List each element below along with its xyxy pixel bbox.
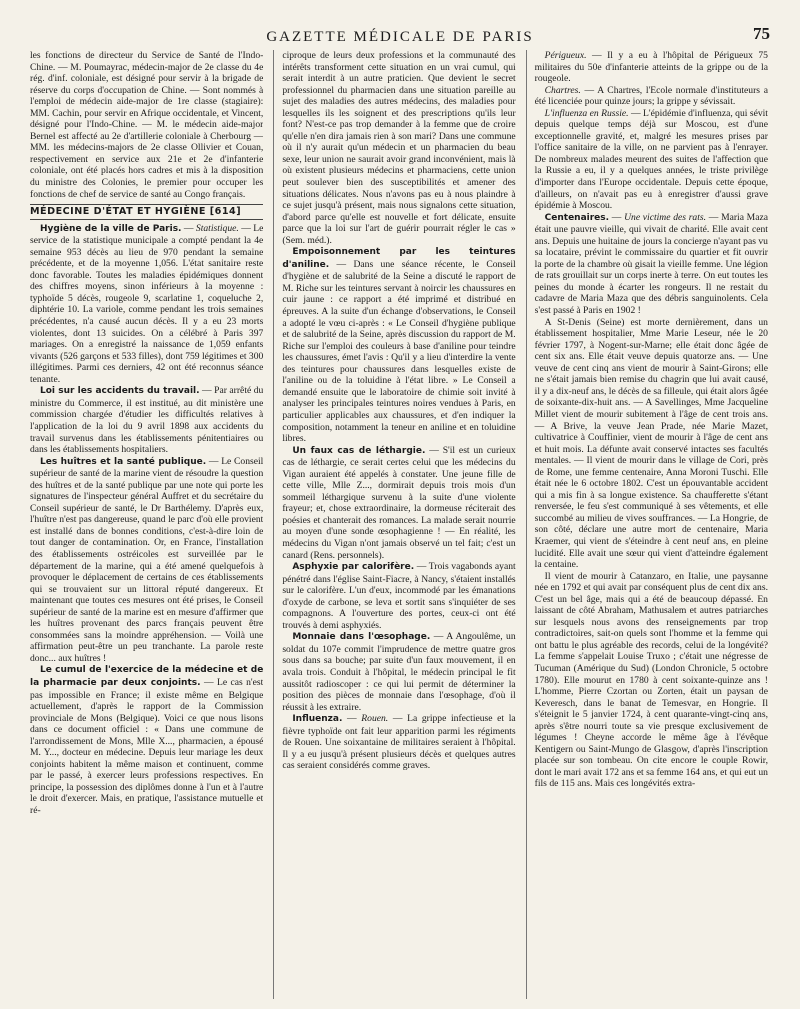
page-number: 75 [753, 24, 770, 43]
article-heading: Centenaires. [544, 212, 610, 223]
article-heading: Influenza. [292, 714, 343, 725]
article-paragraph: Loi sur les accidents du travail. — Par arrêté du ministre du Commerce, il est institué, au dit ministère une commission chargée d'étudier les difficultés relatives à l'application de la loi du 9 avril 1898 aux accidents du travail survenus dans les établissements pénitentiaires ou dans les établissements hospitaliers. [30, 385, 264, 456]
article-text: La grippe infectieuse et la fièvre typhoïde ont fait leur apparition parmi les régiments de Rouen. Une soixantaine de militaires seraient à l'hôpital. Il y a eu jusqu'à présent plusieurs décès et quelques autres cas seraient considérés comme graves. [282, 713, 516, 772]
page-header [30, 26, 770, 44]
article-columns [30, 50, 768, 999]
section-heading: MÉDECINE D'ÉTAT ET HYGIÈNE [614] [30, 204, 263, 220]
article-paragraph [30, 50, 263, 200]
article-heading: Asphyxie par calorifère. [292, 562, 415, 573]
article-paragraph: Influenza. — Rouen. — La grippe infectieuse et la fièvre typhoïde ont fait leur apparition parmi les régiments de Rouen. Une soixantaine de militaires seraient à l'hôpital. Il y a eu jusqu'à présent plusieurs décès et quelques autres cas seraient considérés comme graves. [282, 713, 516, 772]
journal-title: GAZETTE MÉDICALE DE PARIS [266, 29, 534, 45]
article-text: les fonctions de directeur du Service de Santé de l'Indo-Chine. — M. Poumayrac, médecin-major de 2e classe du 4e rég. d'inf. coloniale, est désigné pour servir à la brigade de réserve du corps d'occupation de Chine. — Sont nommés à l'emploi de médecin aide-major de 1re classe (stagiaire): MM. Cachin, pour servir en Afrique occidentale, et Vincent, désigné pour l'Indo-Chine. — M. le médecin aide-major Bernel est affecté au 2e d'artillerie coloniale à Cherbourg — MM. les médecins-majors de 2e classe Ollivier et Couan, respectivement en service aux 21e et 2e d'infanterie coloniale, ont été placés hors cadres et mis à la disposition du ministre des Colonies, le premier pour occuper les fonctions de chef de service de santé au Congo français. [30, 50, 264, 200]
column-right [526, 50, 768, 999]
article-subheading: L'influenza en Russie. [544, 107, 629, 119]
article-paragraph: Chartres. — A Chartres, l'Ecole normale d'instituteurs a été licenciée pour quinze jours; la grippe y sévissait. [534, 84, 768, 108]
article-text: A Angoulême, un soldat du 107e commit l'imprudence de mettre quatre gros sous dans sa bouche; par suite d'un faux mouvement, il en avala trois. Conduit à l'hôpital, le médecin principal le fit aussitôt radioscoper : ce qui lui permit de déterminer la position des pièces de monnaie dans l'œsophage, d'où il réussit à les extraire. [282, 631, 516, 713]
article-text: A Chartres, l'Ecole normale d'instituteurs a été licenciée pour quinze jours; la grippe y sévissait. [534, 84, 768, 108]
article-heading: Les huîtres et la santé publique. [40, 456, 207, 467]
article-text: A St-Denis (Seine) est morte dernièrement, dans un établissement hospitalier, Mme Marie Leseur, née le 20 février 1797, à Nogent-sur-Marne; elle était donc âgée de cent six ans. Elle était veuve depuis quatorze ans. — Une veuve de cent cinq ans vient de mourir à Saint-Girons; elle ne s'était jamais bien remise du chagrin que lui avait causé, il y a dix-neuf ans, le décès de sa filleule, qui était alors âgée de soixante-dix-huit ans. — A Savellinges, Mme Jacqueline Millet vient de mourir subitement à l'âge de cent trois ans. — A Brive, la veuve Jean Prade, née Marie Mazet, cultivatrice à Couffinier, vient de mourir à l'âge de cent ans et huit mois. La défunte avait conservé intactes ses facultés mentales. — Il vient de mourir dans le village de Cori, près de Rome, une femme centenaire, Anna Moroni Tuschi. Elle était née le 6 octobre 1802. C'est un épouvantable accident qui a mis fin à sa longue existence. Sa chaufferette s'étant renversée, le feu s'est communiqué à ses vêtements, et elle succombé au milieu de vives souffrances. — La Hongrie, de son côté, déclare une autre mort de centenaire, Maria Kraemer, qui vient de s'éteindre à cent neuf ans, en pleine lucidité. Elle avait une sœur qui vient d'atteindre également la centaine. [534, 316, 768, 571]
article-paragraph [535, 317, 768, 571]
article-subheading: Rouen. [361, 713, 389, 725]
article-paragraph: Périgueux. — Il y a eu à l'hôpital de Périgueux 75 militaires du 50e d'infanterie atteints de la grippe ou de la rougeole. [534, 50, 768, 85]
article-text: Maria Maza était une pauvre vieille, qui vivait de charité. Elle avait cent ans. Depuis une huitaine de jours la concierge n'ayant pas vu sa locataire, prévint le commissaire du quartier et fit ouvrir la porte de la chambre où gisait la vieille femme. Une légion de rats grouillait sur un corps inerte à terre. On eut toutes les peines du monde à écarter les rongeurs. Il ne restait du cadavre de Maria Maza que des débris sanguinolents. Cela s'est passé à Paris en 1902 ! [534, 211, 768, 317]
article-text: Trois vagabonds ayant pénétré dans l'église Saint-Fiacre, à Nancy, s'étaient installés sur le calorifère. L'un d'eux, incommodé par les émanations d'oxyde de carbone, se leva et sortit sans s'inquiéter de ses compagnons. A l'ouverture des portes, ceux-ci ont été trouvés à demi asphyxiés. [282, 561, 516, 631]
article-paragraph: Le cumul de l'exercice de la médecine et de la pharmacie par deux conjoints. — Le cas n'est pas impossible en France; il existe même en Belgique actuellement, d'après le rapport de la Commission provinciale de Mons (Belgique). Voici ce que nous lisons dans ce document officiel : « Dans une commune de l'arrondissement de Mons, Mlle X..., pharmacien, a épousé M. Y..., docteur en médecine. Depuis leur mariage les deux conjoints habitent la même maison et continuent, comme par le passé, à exercer leurs professions respectives. En principe, la possession des diplômes donne à l'un et à l'autre le droit d'exercer. Mais, en pratique, l'assistance mutuelle et ré- [30, 665, 264, 816]
article-heading: Loi sur les accidents du travail. [40, 386, 200, 397]
article-heading: Monnaie dans l'œsophage. [292, 632, 431, 643]
article-paragraph: Empoisonnement par les teintures d'aniline. — Dans une séance récente, le Conseil d'hygiène et de salubrité de la Seine a discuté le rapport de M. Riche sur les teintures servant à noircir les chaussures en cuir jaune : ce rapport a été imprimé et distribué en épreuves. A la suite d'un échange d'observations, le Conseil a adopté le vœu ci-après : « Le Conseil d'hygiène publique et de salubrité de la Seine, après discussion du rapport de M. Riche sur l'emploi des couleurs à base d'aniline pour teindre les chaussures, émet l'avis : Qu'il y a lieu d'interdire la vente des teintures pour chaussures dans lesquelles existe de l'aniline ou de la toluidine à l'état libre. » Le Conseil a demandé ensuite que le laboratoire de chimie soit invité à analyser les principales teintures noires vendues à Paris, en particulier applicables aux chaussures, et d'en indiquer la composition, notamment la teneur en aniline et en toluidine libres. [282, 247, 516, 445]
article-paragraph: L'influenza en Russie. — L'épidémie d'influenza, qui sévit depuis quelque temps déjà sur Moscou, est d'une exceptionnelle gravité, et, malgré les mesures prises par l'office sanitaire de la ville, on ne parvient pas à l'enrayer. De nombreux malades meurent des suites de l'affection que la Russie a eu, il y a quelques années, le triste privilège d'importer dans l'Europe occidentale. Depuis cette époque, d'ailleurs, on n'avait pas eu à enregistrer d'aussi grave épidémie à Moscou. [534, 107, 768, 212]
article-paragraph: Un faux cas de léthargie. — S'il est un curieux cas de léthargie, ce serait certes celui que les médecins du Vigan auraient été appelés à constater. Une jeune fille de cette ville, Mlle Z..., dormirait depuis trois mois d'un sommeil léthargique survenu à la suite d'une violente frayeur; et, chose extraordinaire, la dormeuse réciterait des poésies et chanterait des romances. La malade serait nourrie au moyen d'une sonde œsophagienne ! — En réalité, les médecins du Vigan n'ont jamais observé un tel fait; c'est un canard (Rens. personnels). [282, 444, 516, 561]
article-paragraph: Hygiène de la ville de Paris. — Statistique. — Le service de la statistique municipale a compté pendant la 4e semaine 953 décès au lieu de 970 pendant la semaine précédente, et de la moyenne 1,056. L'état sanitaire reste donc favorable. Toutes les maladies épidémiques donnent des chiffres moyens, sinon inférieurs à la moyenne : typhoïde 5 décès, rougeole 9, scarlatine 1, coqueluche 2, diphtérie 10. La variole, comme pendant les trois semaines précédentes, n'a causé aucun décès. Il y a eu 23 morts violentes, dont 13 suicides. On a célébré à Paris 397 mariages. On a enregistré la naissance de 1,059 enfants vivants (526 garçons et 533 filles), dont 759 légitimes et 300 illégitimes. Parmi ces derniers, 42 ont été reconnus séance tenante. [30, 222, 264, 385]
article-text: L'épidémie d'influenza, qui sévit depuis quelque temps déjà sur Moscou, est d'une exceptionnelle gravité, et, malgré les mesures prises par l'office sanitaire de la ville, on ne parvient pas à l'enrayer. De nombreux malades meurent des suites de l'affection que la Russie a eu, il y a quelques années, le triste privilège d'importer dans l'Europe occidentale. Depuis cette époque, d'ailleurs, on n'avait pas eu à enregistrer d'aussi grave épidémie à Moscou. [534, 107, 768, 212]
article-text: Le Conseil supérieur de santé de la marine vient de résoudre la question des huîtres et de la santé publique par une note qui porte les signatures de l'inspecteur général Auffret et du secrétaire du Conseil supérieur de santé, le Dr Barthélemy. D'après eux, l'huître n'est pas dangereuse, quand le parc d'où elle provient est installé dans de bonnes conditions, c'est-à-dire loin de tout danger de contamination. Or, en France, l'installation des établissements ostréicoles est surveillée par le département de la marine, qui a été amené quelquefois à provoquer le déplacement de certains de ces établissements qui se trouvaient sur un littoral réputé dangereux. Et maintenant que toutes ces mesures ont été prises, le Conseil supérieur de santé de la marine est en mesure d'affirmer que les huîtres provenant des parcs français peuvent être consommées sans la moindre appréhension. — Voilà une affirmation peut-être un peu tranchante. La parole reste donc... aux huîtres ! [30, 455, 264, 664]
article-subheading: Périgueux. [544, 50, 587, 61]
article-text: Il y a eu à l'hôpital de Périgueux 75 militaires du 50e d'infanterie atteints de la grippe ou de la rougeole. [534, 50, 768, 85]
article-paragraph [535, 571, 768, 790]
article-heading: Le cumul de l'exercice de la médecine et de la pharmacie par deux conjoints. [30, 665, 264, 688]
article-heading: Un faux cas de léthargie. [292, 445, 426, 456]
article-paragraph [282, 50, 515, 246]
column-middle [273, 50, 515, 999]
article-text: ciproque de leurs deux professions et la communauté des intérêts transforment cette situation en un vrai cumul, qui serait interdit à un autre praticien. Que devient le secret professionnel du pharmacien dans une situation pareille au sujet des maladies des autres médecins, des maladies pour lesquelles ils les soignent et des prescriptions qu'ils leur font? N'est-ce pas trop demander à la femme que de croire qu'elle n'en dira jamais rien à son mari? Dans une commune où il n'y aurait qu'un médecin et un pharmacien du beau sexe, leur union ne saurait avoir grand inconvénient, mais là où existent plusieurs médecins et pharmaciens, cette union peut soulever bien des susceptibilités et amener des situations délicates. Nous n'avons pas eu à nous plaindre à ce sujet jusqu'à présent, mais nous signalons cette situation, d'abord parce qu'elle est nouvelle et fort délicate, ensuite parce que la loi sur l'art de guérir pourrait régler le cas » (Sem. méd.). [282, 50, 516, 246]
article-paragraph: Monnaie dans l'œsophage. — A Angoulême, un soldat du 107e commit l'imprudence de mettre quatre gros sous dans sa bouche; par suite d'un faux mouvement, il en avala trois. Conduit à l'hôpital, le médecin principal le fit aussitôt radioscoper : ce qui lui permit de déterminer la position des pièces de monnaie dans l'œsophage, d'où il réussit à les extraire. [282, 631, 516, 713]
article-paragraph: Les huîtres et la santé publique. — Le Conseil supérieur de santé de la marine vient de résoudre la question des huîtres et de la santé publique par une note qui porte les signatures de l'inspecteur général Auffret et du secrétaire du Conseil supérieur de santé, le Dr Barthélemy. D'après eux, l'huître n'est pas dangereuse, quand le parc d'où elle provient est installé dans de bonnes conditions, c'est-à-dire loin de tout danger de contamination. Or, en France, l'installation des établissements ostréicoles est surveillée par le département de la marine, qui a été amené quelquefois à provoquer le déplacement de certains de ces établissements qui se trouvaient sur un littoral réputé dangereux. Et maintenant que toutes ces mesures ont été prises, le Conseil supérieur de santé de la marine est en mesure d'affirmer que les huîtres provenant des parcs français peuvent être consommées sans la moindre appréhension. — Voilà une affirmation peut-être un peu tranchante. La parole reste donc... aux huîtres ! [30, 455, 264, 664]
article-text: Le service de la statistique municipale a compté pendant la 4e semaine 953 décès au lieu de 970 pendant la semaine précédente, et de la moyenne 1,056. L'état sanitaire reste donc favorable. Toutes les maladies épidémiques donnent des chiffres moyens, sinon inférieurs à la moyenne : typhoïde 5 décès, rougeole 9, scarlatine 1, coqueluche 2, diphtérie 10. La variole, comme pendant les trois semaines précédentes, n'a causé aucun décès. Il y a eu 23 morts violentes, dont 13 suicides. On a célébré à Paris 397 mariages. On a enregistré la naissance de 1,059 enfants vivants (526 garçons et 533 filles), dont 759 légitimes et 300 illégitimes. Parmi ces derniers, 42 ont été reconnus séance tenante. [30, 222, 264, 385]
article-subheading: Statistique. [195, 222, 239, 234]
article-subheading: Chartres. [544, 84, 581, 96]
article-subheading: Une victime des rats. [624, 211, 707, 223]
column-left [30, 50, 263, 999]
article-paragraph: Asphyxie par calorifère. — Trois vagabonds ayant pénétré dans l'église Saint-Fiacre, à Nancy, s'étaient installés sur le calorifère. L'un d'eux, incommodé par les émanations d'oxyde de carbone, se leva et sortit sans s'inquiéter de ses compagnons. A l'ouverture des portes, ceux-ci ont été trouvés à demi asphyxiés. [282, 561, 516, 631]
article-paragraph: Centenaires. — Une victime des rats. — Maria Maza était une pauvre vieille, qui vivait de charité. Elle avait cent ans. Depuis une huitaine de jours la concierge n'ayant pas vu sa locataire, prévint le commissaire du quartier et fit ouvrir la porte de la chambre où gisait la vieille femme. Une légion de rats grouillait sur un corps inerte à terre. On eut toutes les peines du monde à écarter les rongeurs. Il ne restait du cadavre de Maria Maza que des débris sanguinolents. Cela s'est passé à Paris en 1902 ! [534, 211, 768, 317]
article-text: Dans une séance récente, le Conseil d'hygiène et de salubrité de la Seine a discuté le rapport de M. Riche sur les teintures servant à noircir les chaussures en cuir jaune : ce rapport a été imprimé et distribué en épreuves. A la suite d'un échange d'observations, le Conseil a adopté le vœu ci-après : « Le Conseil d'hygiène publique et de salubrité de la Seine, après discussion du rapport de M. Riche sur l'emploi des couleurs à base d'aniline pour teindre les chaussures, émet l'avis : Qu'il y a lieu d'interdire la vente des teintures pour chaussures dans lesquelles existe de l'aniline ou de la toluidine à l'état libre. » Le Conseil a demandé ensuite que le laboratoire de chimie soit invité à analyser les principales teintures noires vendues à Paris, en particulier applicables aux chaussures, et d'en indiquer la composition, notamment la teneur en aniline et en toluidine libres. [282, 258, 516, 445]
article-heading: Empoisonnement par les teintures d'aniline. [282, 247, 516, 270]
article-text: Le cas n'est pas impossible en France; il existe même en Belgique actuellement, d'après le rapport de la Commission provinciale de Mons (Belgique). Voici ce que nous lisons dans ce document officiel : « Dans une commune de l'arrondissement de Mons, Mlle X..., pharmacien, a épousé M. Y..., docteur en médecine. Depuis leur mariage les deux conjoints habitent la même maison et continuent, comme par le passé, à exercer leurs professions respectives. En principe, la possession des diplômes donne à l'un et à l'autre le droit d'exercer. Mais, en pratique, l'assistance mutuelle et ré- [30, 676, 264, 816]
article-text: S'il est un curieux cas de léthargie, ce serait certes celui que les médecins du Vigan auraient été appelés à constater. Une jeune fille de cette ville, Mlle Z..., dormirait depuis trois mois d'un sommeil léthargique survenu à la suite d'une violente frayeur; et, chose extraordinaire, la dormeuse réciterait des poésies et chanterait des romances. La malade serait nourrie au moyen d'une sonde œsophagienne ! — En réalité, les médecins du Vigan n'ont jamais observé un tel fait; c'est un canard (Rens. personnels). [282, 444, 516, 561]
article-text: Il vient de mourir à Catanzaro, en Italie, une paysanne née en 1792 et qui avait par conséquent plus de cent dix ans. C'est un bel âge, mais qui a été de beaucoup dépassé. En laissant de côté Abraham, Mathusalem et autres patriarches sur lesquels nous avons des renseignements par trop contradictoires, sait-on quels sont l'homme et la femme qui ont battu le plus agréable des records, celui de la longévité? La femme s'appelait Louise Truxo ; c'était une négresse de Tucuman (Amérique du Sud) (London Chronicle, 5 octobre 1780). Elle mourut en 1780 à cent soixante-quinze ans ! L'homme, Pierre Czortan ou Zorten, était un paysan de Keveresch, dans le banat de Temesvar, en Hongrie. Il s'éteignit le 5 janvier 1724, à cent quarante-vingt-cinq ans, après s'être nourri toute sa vie presque exclusivement de légumes ! Cheyne accorde le même âge à l'évêque Kentigern ou Saint-Mungo de Glasgow, d'après l'inscription placée sur son tombeau. On cite encore le couple Rowir, dont le mari avait 172 ans et sa femme 164 ans, et qui eut un fils de 115 ans. Mais ces longévités extra- [534, 570, 768, 790]
article-text: Par arrêté du ministre du Commerce, il est institué, au dit ministère une commission chargée d'étudier les difficultés relatives à l'application de la loi du 9 avril 1898 aux accidents du travail survenus dans les établissements pénitentiaires ou dans les établissements hospitaliers. [30, 385, 264, 456]
article-heading: Hygiène de la ville de Paris. [40, 223, 182, 234]
